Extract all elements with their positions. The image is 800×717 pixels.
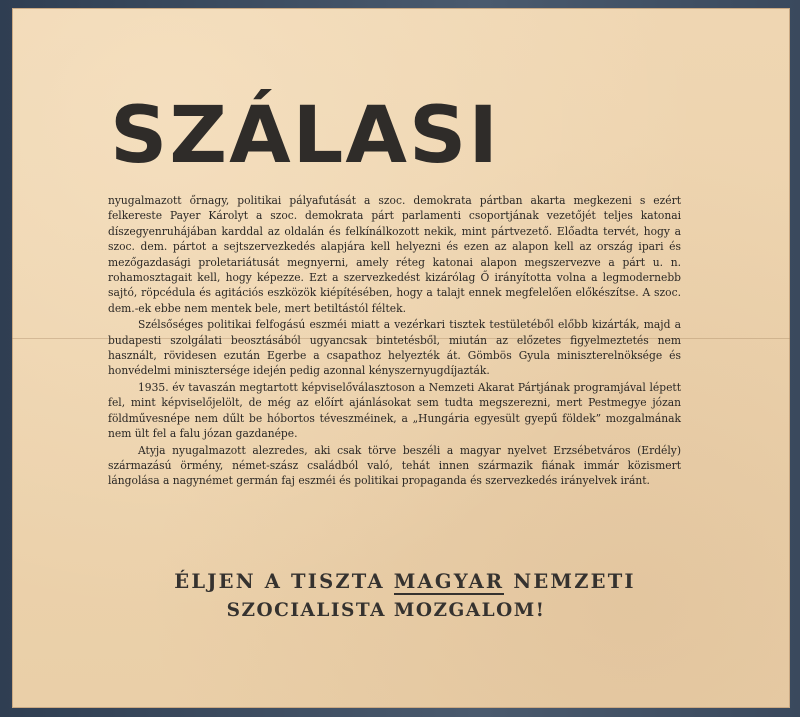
- closing-slogan: [52, 568, 740, 626]
- slogan-line-2: SZOCIALISTA MOZGALOM!: [226, 600, 546, 621]
- paragraph-career: nyugalmazott őrnagy, politikai pályafutását a szoc. demokrata pártban akarta megkezeni s ezért felkereste Payer Károlyt a szoc. demokrata párt parlamenti csoportjának vezetőjét teljes katonai díszegyenruhájában karddal az oldalán és felkínálkozott nekik, mint pártvezető. Előadta tervét, hogy a szoc. dem. pártot a sejtszervezkedés alapjára kell helyezni és ezen az alapon kell az ország ipari és mezőgazdasági proletariátusát megnyerni, amely réteg katonai alapon megszervezve a párt u. n. rohamosztagait kell, hogy képezze. Ezt a szervezkedést kizárólag Ő irányította volna a legmodernebb sajtó, röpcédula és agitációs eszközök kiépítésében, hogy a talajt ennek megfelelően előkészítse. A szoc. dem.-ek ebbe nem mentek bele, mert betiltástól féltek.: [108, 194, 681, 315]
- paragraph-dismissal: Szélsőséges politikai felfogású eszméi miatt a vezérkari tisztek testületéből előbb kizárták, majd a budapesti szolgálati beosztásából ugyancsak bintetésből, miután az előzetes figyelmeztetés nem használt, rövidesen ezután Egerbe a csapathoz helyezték át. Gömbös Gyula miniszterelnöksége és honvédelmi minisztersége idején pedig azonnal kényszernyugdíjazták.: [108, 318, 681, 378]
- slogan-line-1-end: NEMZETI: [504, 570, 636, 593]
- slogan-underlined-word: MAGYAR: [393, 570, 505, 593]
- slogan-line-1-start: ÉLJEN A TISZTA: [174, 570, 394, 593]
- leaflet-sheet: [12, 8, 790, 708]
- body-text: [108, 193, 681, 489]
- headline: SZÁLASI: [110, 91, 501, 181]
- slogan-line-1: [70, 568, 740, 596]
- paragraph-election: 1935. év tavaszán megtartott képviselőválasztoson a Nemzeti Akarat Pártjának programjával lépett fel, mint képviselőjelölt, de még az előírt ajánlásokat sem tudta megszerezni, mert Pestmegye józan földművesnépe nem dűlt be hóbortos téveszméinek, a „Hungária egyesült gyepű földek” mozgalmának nem ült fel a falu józan gazdanépe.: [108, 380, 681, 441]
- paragraph-origin: Atyja nyugalmazott alezredes, aki csak törve beszéli a magyar nyelvet Erzsébetváros (Erdély) származású örmény, német-szász családból való, tehát innen származik fiának immár közismert lángolása a nagynémet germán faj eszméi és politikai propaganda és szervezkedés irányelvek iránt.: [108, 443, 681, 488]
